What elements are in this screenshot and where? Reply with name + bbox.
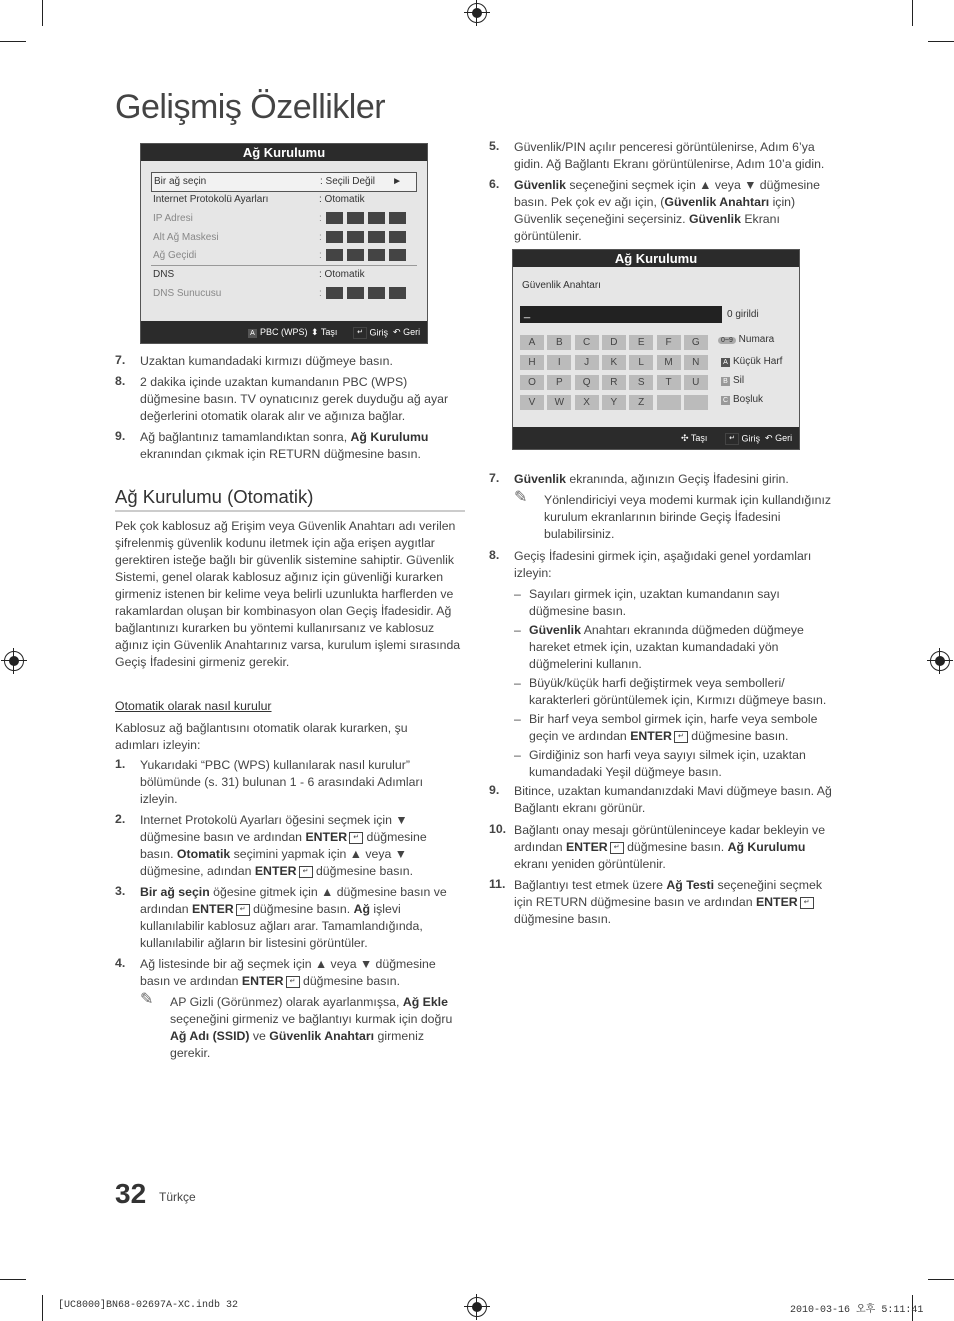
- key-W[interactable]: W: [547, 395, 571, 410]
- enter-icon: ↵: [674, 731, 688, 743]
- section-title: Ağ Kurulumu (Otomatik): [115, 486, 314, 507]
- enter-icon: ↵: [236, 904, 250, 916]
- number-button-icon: 0~9: [718, 337, 736, 344]
- sub-intro: Kablosuz ağ bağlantısını otomatik olarak kurarken, şu adımları izleyin:: [115, 721, 408, 752]
- auto-step-3: Bir ağ seçin öğesine gitmek için ▲ düğmesine basın ve ardından ENTER ↵ düğmesine basın. Ağ işlevi kullanılabilir kablosuz ağları arar. Tamamlandığında, kullanılabilir ağların bir listesini görüntüler.: [140, 885, 447, 950]
- return-icon: ↶: [393, 327, 401, 337]
- enter-icon: ↵: [610, 842, 624, 854]
- security-key-input[interactable]: _: [520, 306, 722, 323]
- key-Q[interactable]: Q: [575, 375, 599, 390]
- dash-item-4: Bir harf veya sembol girmek için, harfe veya sembole geçin ve ardından ENTER ↵ düğmesine basın.: [529, 712, 818, 743]
- key-F[interactable]: F: [657, 335, 681, 350]
- key-D[interactable]: D: [602, 335, 626, 350]
- step-11-right: Bağlantıyı test etmek üzere Ağ Testi seçeneğini seçmek için RETURN düğmesine basın ve ardından ENTER ↵ düğmesine basın.: [514, 878, 823, 926]
- arrow-right-icon: ►: [392, 176, 402, 187]
- registration-mark-icon: [930, 651, 950, 671]
- step-8-text: 2 dakika içinde uzaktan kumandanın PBC (WPS) düğmesine basın. TV oynatıcınız gerek duyduğu ağ ayar değerlerini otomatik olarak alır ve ağınıza bağlar.: [140, 375, 449, 423]
- return-icon: ↶: [765, 433, 773, 443]
- key-J[interactable]: J: [575, 355, 599, 370]
- osd-row-select-network[interactable]: Bir ağ seçin : Seçili Değil ►: [151, 172, 417, 192]
- key-X[interactable]: X: [575, 395, 599, 410]
- osd-row-subnet: Alt Ağ Maskesi :: [151, 229, 417, 247]
- step-7-right: Güvenlik ekranında, ağınızın Geçiş İfadesini girin.: [514, 472, 789, 486]
- key-Y[interactable]: Y: [602, 395, 626, 410]
- section-divider: [115, 510, 465, 512]
- step-6-text: Güvenlik seçeneğini seçmek için ▲ veya ▼ düğmesine basın. Pek çok ev ağı için, (Güvenlik Anahtarı için) Güvenlik seçeneğini seçersiniz. Güvenlik Ekranı görüntülenir.: [514, 178, 820, 243]
- key-G[interactable]: G: [684, 335, 708, 350]
- osd-row-ip-settings[interactable]: Internet Protokolü Ayarları : Otomatik: [153, 194, 365, 205]
- c-button-icon: C: [722, 397, 729, 404]
- enter-icon: ↵: [725, 433, 739, 445]
- step-8-right: Geçiş İfadesini girmek için, aşağıdaki genel yordamları izleyin:: [514, 549, 812, 580]
- dash-item-3: Büyük/küçük harfi değiştirmek veya sembolleri/ karakterleri görüntülemek için, Kırmızı düğmeye basın.: [529, 676, 827, 707]
- char-count: 0 girildi: [727, 309, 759, 320]
- key-M[interactable]: M: [657, 355, 681, 370]
- step-9-text: Ağ bağlantınız tamamlandıktan sonra, Ağ Kurulumu ekranından çıkmak için RETURN düğmesine basın.: [140, 430, 429, 461]
- page-title: Gelişmiş Özellikler: [115, 88, 386, 126]
- updown-icon: ⬍: [311, 327, 319, 337]
- key-C[interactable]: C: [575, 335, 599, 350]
- option-delete[interactable]: B Sil: [721, 375, 744, 386]
- option-space[interactable]: C Boşluk: [722, 394, 764, 405]
- key-R[interactable]: R: [602, 375, 626, 390]
- key-O[interactable]: O: [520, 375, 544, 390]
- key-L[interactable]: L: [629, 355, 653, 370]
- section-intro: Pek çok kablosuz ağ Erişim veya Güvenlik Anahtarı adı verilen şifrelenmiş güvenlik kodunu iletmek için ağa erişen aygıtlar gerektiren isteğe bağlı bir güvenlik sistemine sahiptir. Güvenlik Sistemi, genel olarak kablosuz ağınız için güvenliği kurarken girmeniz istenen bir kelime veya belirli uzunlukta harflerden ve rakamlardan oluşan bir kombinasyon olan Geçiş İfadesidir. Ağ bağlantınızı kurarken bu yöntemi kullanırsanız ve kablosuz ağınız için Güvenlik Anahtarınız varsa, kurulum işlemi sırasında Geçiş İfadesini girmeniz gerekir.: [115, 519, 461, 669]
- a-button-icon: A: [721, 358, 730, 367]
- auto-step-4: Ağ listesinde bir ağ seçmek için ▲ veya ▼ düğmesine basın ve ardından ENTER ↵ düğmesine basın.: [140, 957, 436, 988]
- step-10-right: Bağlantı onay mesajı görüntüleninceye kadar bekleyin ve ardından ENTER ↵ düğmesine basın. Ağ Kurulumu ekranı yeniden görüntülenir.: [514, 823, 826, 871]
- option-numbers[interactable]: 0~9 Numara: [718, 334, 774, 345]
- osd-row-ip-address: IP Adresi :: [151, 210, 417, 228]
- key-S[interactable]: S: [629, 375, 653, 390]
- network-setup-osd: [140, 143, 428, 344]
- b-button-icon: B: [721, 377, 730, 386]
- dash-item-2: Güvenlik Anahtarı ekranında düğmeden düğmeye hareket etmek için, uzaktan kumandadaki yön düğmelerini kullanın.: [529, 623, 804, 671]
- option-lowercase[interactable]: A Küçük Harf: [721, 356, 782, 367]
- registration-mark-icon: [467, 1297, 487, 1317]
- enter-icon: ↵: [299, 866, 313, 878]
- dash-item-5: Girdiğiniz son harfi veya sayıyı silmek için, uzaktan kumandadaki Yeşil düğmeye basın.: [529, 748, 806, 779]
- note-pencil-icon: ✎: [514, 489, 528, 506]
- key-P[interactable]: P: [547, 375, 571, 390]
- auto-step-1: Yukarıdaki “PBC (WPS) kullanılarak nasıl kurulur” bölümünde (s. 31) bulunan 1 - 6 arasındaki Adımları izleyin.: [140, 758, 423, 806]
- osd-row-dns[interactable]: DNS : Otomatik: [153, 269, 365, 280]
- registration-mark-icon: [467, 3, 487, 23]
- page-number: 32: [115, 1178, 147, 1209]
- osd-row-gateway: Ağ Geçidi :: [151, 247, 417, 266]
- key-blank[interactable]: [657, 395, 681, 410]
- enter-icon: ↵: [349, 832, 363, 844]
- move-arrows-icon: ✣: [681, 433, 689, 443]
- osd-header: Ağ Kurulumu: [141, 144, 427, 161]
- auto-step-2: Internet Protokolü Ayarları öğesini seçmek için ▼ düğmesine basın ve ardından ENTER ↵ düğmesine basın. Otomatik seçimini yapmak için ▲ veya ▼ düğmesine, adından ENTER ↵ düğmesine basın.: [140, 813, 427, 878]
- key-E[interactable]: E: [629, 335, 653, 350]
- enter-icon: ↵: [800, 897, 814, 909]
- key-V[interactable]: V: [520, 395, 544, 410]
- registration-mark-icon: [4, 651, 24, 671]
- security-key-label: Güvenlik Anahtarı: [522, 280, 601, 291]
- key-T[interactable]: T: [657, 375, 681, 390]
- key-H[interactable]: H: [520, 355, 544, 370]
- key-A[interactable]: A: [520, 335, 544, 350]
- osd-footer: A PBC (WPS) ⬍ Taşı ↵ Giriş ↶ Geri: [141, 321, 427, 343]
- key-Z[interactable]: Z: [629, 395, 653, 410]
- osd-footer: ✣ Taşı ↵ Giriş ↶ Geri: [513, 427, 799, 449]
- security-key-osd: [512, 249, 800, 450]
- enter-icon: ↵: [353, 327, 367, 339]
- key-blank[interactable]: [684, 395, 708, 410]
- dash-item-1: Sayıları girmek için, uzaktan kumandanın sayı düğmesine basın.: [529, 587, 780, 618]
- osd-header: Ağ Kurulumu: [513, 250, 799, 267]
- language-label: Türkçe: [159, 1190, 196, 1204]
- step-9-right: Bitince, uzaktan kumandanızdaki Mavi düğmeye basın. Ağ Bağlantı ekranı görünür.: [514, 784, 832, 815]
- subheading: Otomatik olarak nasıl kurulur: [115, 699, 272, 713]
- key-U[interactable]: U: [684, 375, 708, 390]
- print-file-info: [UC8000]BN68-02697A-XC.indb 32: [58, 1300, 239, 1311]
- key-I[interactable]: I: [547, 355, 571, 370]
- note-pencil-icon: ✎: [140, 991, 154, 1008]
- key-K[interactable]: K: [602, 355, 626, 370]
- key-N[interactable]: N: [684, 355, 708, 370]
- a-button-icon: A: [248, 329, 257, 338]
- step-7-text: Uzaktan kumandadaki kırmızı düğmeye basın.: [140, 354, 393, 368]
- step-7-note: Yönlendiriciyi veya modemi kurmak için kullandığınız kurulum ekranlarının birinde Geçiş İfadesini bulabilirsiniz.: [544, 493, 832, 541]
- print-date-info: 2010-03-16 오후 5:11:41: [790, 1305, 924, 1316]
- enter-icon: ↵: [286, 976, 300, 988]
- auto-step-4-note: AP Gizli (Görünmez) olarak ayarlanmışsa, Ağ Ekle seçeneğini girmeniz ve bağlantıyı kurmak için doğru Ağ Adı (SSID) ve Güvenlik Anahtarı girmeniz gerekir.: [170, 995, 453, 1060]
- key-B[interactable]: B: [547, 335, 571, 350]
- step-5-text: Güvenlik/PIN açılır penceresi görüntülenirse, Adım 6’ya gidin. Ağ Bağlantı Ekranı görüntülenirse, Adım 10’a gidin.: [514, 140, 825, 171]
- osd-row-dns-server: DNS Sunucusu :: [151, 285, 417, 303]
